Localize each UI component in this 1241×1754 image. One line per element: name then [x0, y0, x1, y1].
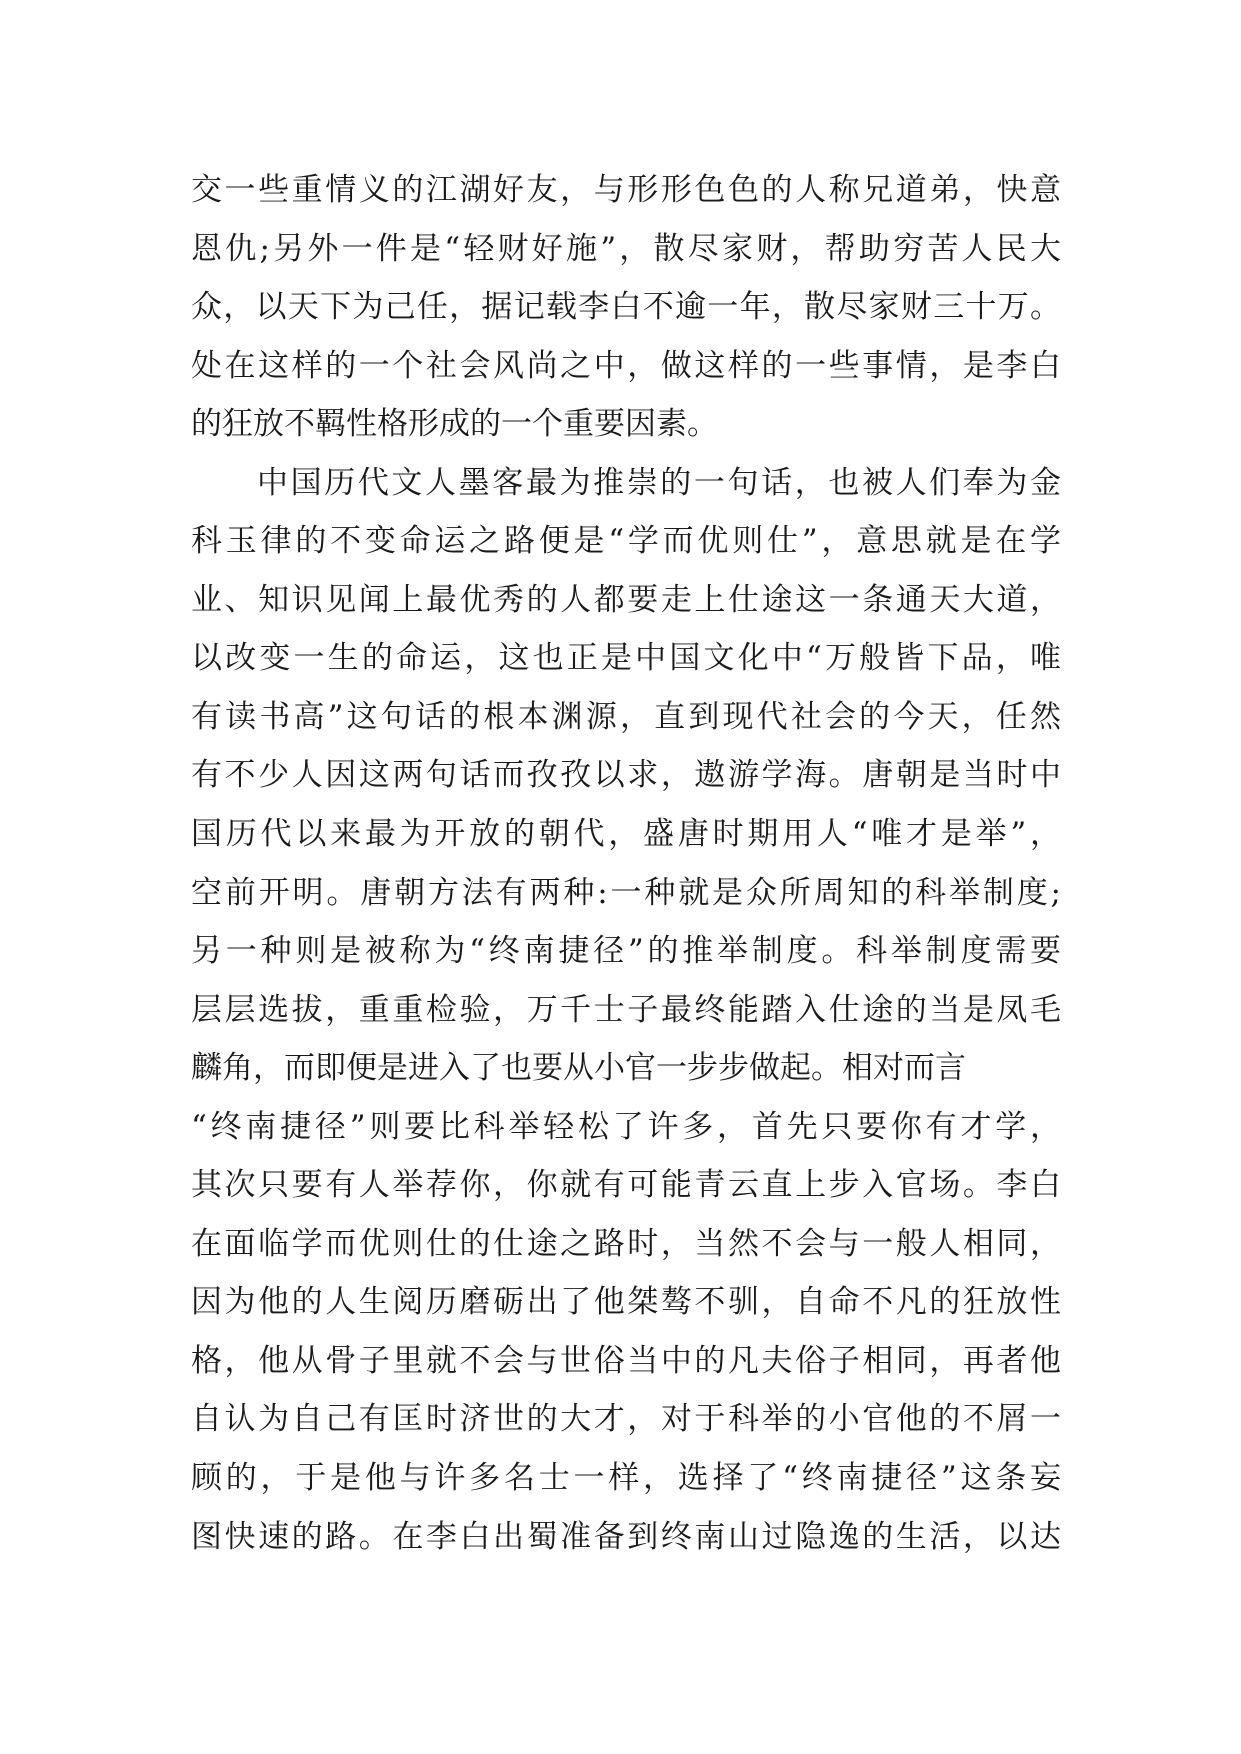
text-line: 有读书高”这句话的根本渊源，直到现代社会的今天，任然 — [191, 698, 1061, 735]
text-line: 麟角，而即便是进入了也要从小官一步步做起。相对而言 — [191, 1050, 966, 1087]
text-line: 业、知识见闻上最优秀的人都要走上仕途这一条通天大道， — [191, 581, 1061, 618]
text-line: 科玉律的不变命运之路便是“学而优则仕”，意思就是在学 — [191, 523, 1061, 560]
text-line: 众，以天下为己任，据记载李白不逾一年，散尽家财三十万。 — [191, 289, 1061, 326]
text-line: “终南捷径”则要比科举轻松了许多，首先只要你有才学， — [191, 1108, 1061, 1145]
text-line: 有不少人因这两句话而孜孜以求，遨游学海。唐朝是当时中 — [191, 757, 1061, 794]
text-line: 格，他从骨子里就不会与世俗当中的凡夫俗子相同，再者他 — [191, 1342, 1061, 1379]
text-line: 以改变一生的命运，这也正是中国文化中“万般皆下品，唯 — [191, 640, 1061, 677]
text-line: 恩仇;另外一件是“轻财好施”，散尽家财，帮助穷苦人民大 — [191, 230, 1061, 267]
text-line: 在面临学而优则仕的仕途之路时，当然不会与一般人相同， — [191, 1225, 1061, 1262]
text-line: 顾的，于是他与许多名士一样，选择了“终南捷径”这条妄 — [191, 1460, 1061, 1497]
text-line: 另一种则是被称为“终南捷径”的推举制度。科举制度需要 — [191, 933, 1061, 970]
paragraph-1 — [191, 161, 1061, 454]
text-line: 图快速的路。在李白出蜀准备到终南山过隐逸的生活，以达 — [191, 1518, 1061, 1555]
text-line: 中国历代文人墨客最为推崇的一句话，也被人们奉为金 — [257, 464, 1061, 501]
text-line: 的狂放不羁性格形成的一个重要因素。 — [191, 406, 718, 443]
text-line: 自认为自己有匡时济世的大才，对于科举的小官他的不屑一 — [191, 1401, 1061, 1438]
paragraph-2 — [191, 454, 1061, 1566]
text-line: 交一些重情义的江湖好友，与形形色色的人称兄道弟，快意 — [191, 172, 1061, 208]
text-line: 其次只要有人举荐你，你就有可能青云直上步入官场。李白 — [191, 1167, 1061, 1204]
text-line: 因为他的人生阅历磨砺出了他桀骜不驯，自命不凡的狂放性 — [191, 1284, 1061, 1321]
text-line: 处在这样的一个社会风尚之中，做这样的一些事情，是李白 — [191, 347, 1061, 384]
text-line: 层层选拔，重重检验，万千士子最终能踏入仕途的当是凤毛 — [191, 991, 1061, 1028]
document-body — [191, 161, 1061, 1566]
text-line: 空前开明。唐朝方法有两种:一种就是众所周知的科举制度; — [191, 874, 1061, 911]
text-line: 国历代以来最为开放的朝代，盛唐时期用人“唯才是举”， — [191, 816, 1061, 853]
